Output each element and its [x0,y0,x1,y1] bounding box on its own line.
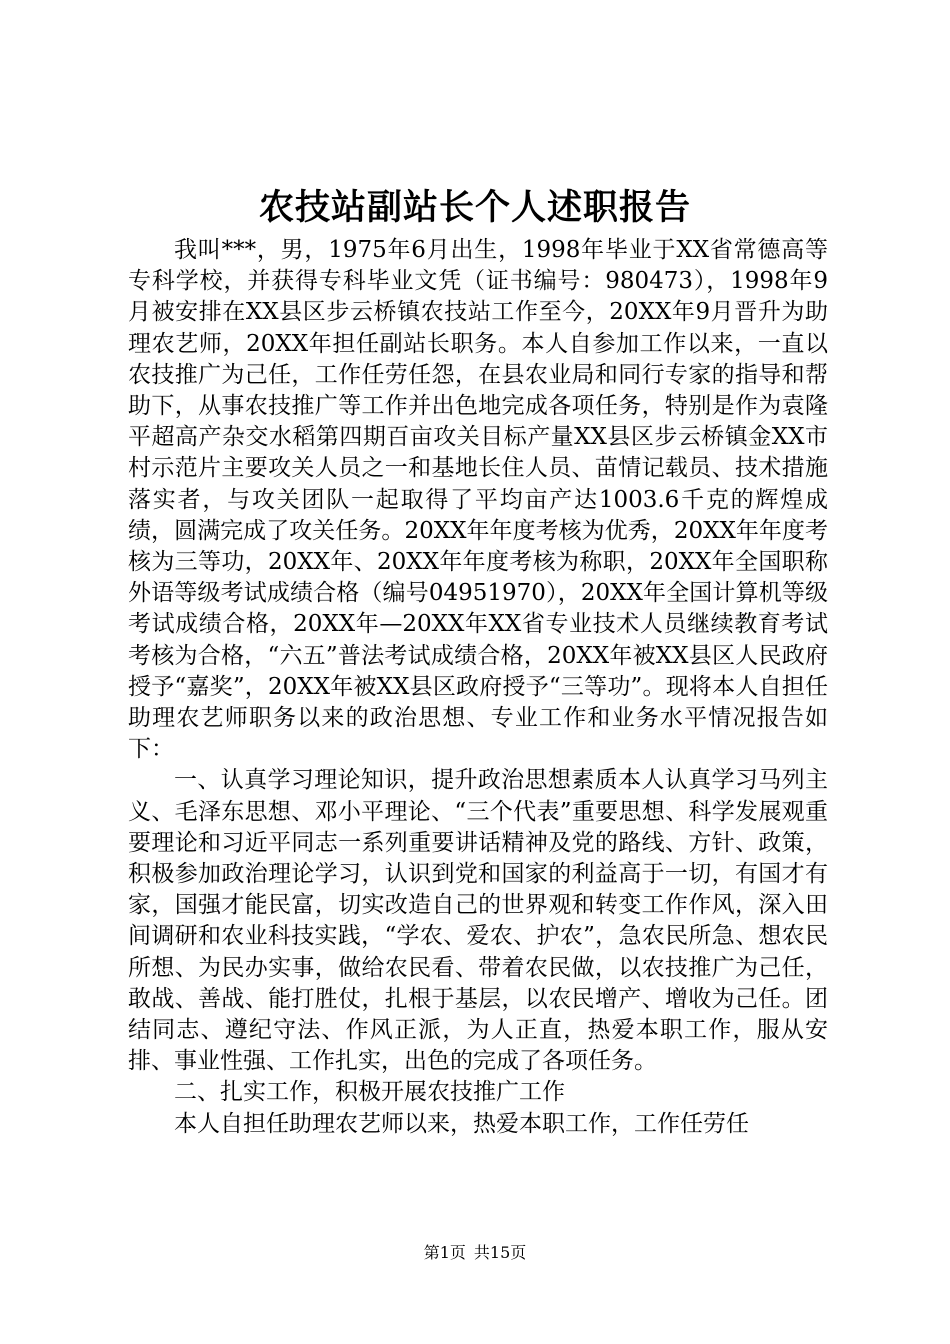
document-title: 农技站副站长个人述职报告 [258,187,691,228]
paragraph-section-2: 本人自担任助理农艺师以来，热爱本职工作，工作任劳任 [174,1110,749,1137]
paragraph-intro: 我叫***，男，1975年6月出生，1998年毕业于XX省常德高等专科学校，并获得专科毕业文凭（证书编号：980473），1998年9月被安排在XX县区步云桥镇农技站工作至今，20XX年9月晋升为助理农艺师，20XX年担任副站长职务。本人自参加工作以来，一直以农技推广为己任，工作任劳任怨，在县农业局和同行专家的指导和帮助下，从事农技推广等工作并出色地完成各项任务，特别是作为袁隆平超高产杂交水稻第四期百亩攻关目标产量XX县区步云桥镇金XX市村示范片主要攻关人员之一和基地长住人员、苗情记载员、技术措施落实者，与攻关团队一起取得了平均亩产达1003.6千克的辉煌成绩，圆满完成了攻关任务。20XX年年度考核为优秀，20XX年年度考核为三等功，20XX年、20XX年年度考核为称职，20XX年全国职称外语等级考试成绩合格（编号04951970），20XX年全国计算机等级考试成绩合格，20XX年—20XX年XX省专业技术人员继续教育考试考核为合格，“六五”普法考试成绩合格，20XX年被XX县区人民政府授予“嘉奖”，20XX年被XX县区政府授予“三等功”。现将本人自担任助理农艺师职务以来的政治思想、专业工作和业务水平情况报告如下： [128,237,828,763]
paragraph-section-1: 一、认真学习理论知识，提升政治思想素质本人认真学习马列主义、毛泽东思想、邓小平理论、“三个代表”重要思想、科学发展观重要理论和习近平同志一系列重要讲话精神及党的路线、方针、政策，积极参加政治理论学习，认识到党和国家的利益高于一切，有国才有家，国强才能民富，切实改造自己的世界观和转变工作作风，深入田间调研和农业科技实践，“学农、爱农、护农”，急农民所急、想农民所想、为民办实事，做给农民看、带着农民做，以农技推广为己任，敢战、善战、能打胜仗，扎根于基层，以农民增产、增收为己任。团结同志、遵纪守法、作风正派，为人正直，热爱本职工作，服从安排、事业性强、工作扎实，出色的完成了各项任务。 [128,767,828,1075]
page-number: 第1页 [423,1243,466,1262]
heading-section-2: 二、扎实工作，积极开展农技推广工作 [174,1079,565,1106]
page-footer [0,1242,950,1264]
document-body [128,235,828,1140]
page-total: 共15页 [473,1243,527,1262]
